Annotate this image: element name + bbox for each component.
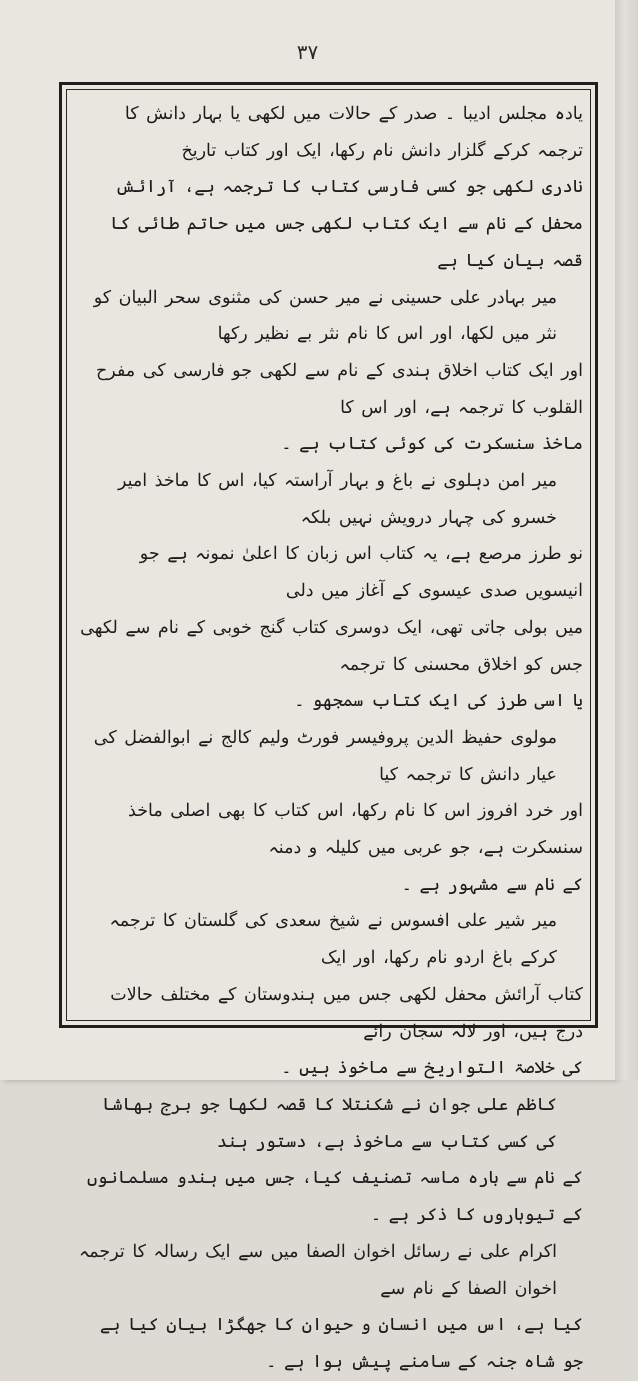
text-line: اور ایک کتاب اخلاق ہندی کے نام سے لکھی جو فارسی کی مفرح القلوب کا ترجمہ ہے، اور اس کا bbox=[96, 360, 583, 418]
text-line: میر امن دہلوی نے باغ و بہار آراستہ کیا، اس کا ماخذ امیر خسرو کی چہار درویش نہیں بلکہ bbox=[117, 471, 557, 528]
text-line: میں بولی جاتی تھی، ایک دوسری کتاب گنج خوبی کے نام سے لکھی جس کو اخلاق محسنی کا ترجمہ bbox=[80, 617, 583, 675]
text-line: نادری لکھی جو کسی فارسی کتاب کا ترجمہ ہے، آرائش محفل کے نام سے ایک کتاب لکھی جس میں حاتم طائی کا قصہ بیان کیا ہے bbox=[110, 177, 583, 271]
text-line: نو طرز مرصع ہے، یہ کتاب اس زبان کا اعلیٰ نمونہ ہے جو انیسویں صدی عیسوی کے آغاز میں دلی bbox=[139, 544, 583, 602]
page-edge bbox=[615, 0, 638, 1080]
text-line: مولوی حفیظ الدین پروفیسر فورٹ ولیم کالج نے ابوالفضل کی عیار دانش کا ترجمہ کیا bbox=[93, 727, 557, 785]
text-line: کاظم علی جوان نے شکنتلا کا قصہ لکھا جو برج بھاشا کی کسی کتاب سے ماخوذ ہے، دستور ہند bbox=[101, 1094, 557, 1152]
text-line: یا اسی طرز کی ایک کتاب سمجھو ۔ bbox=[294, 691, 583, 712]
text-line: کتاب آرائش محفل لکھی جس میں ہندوستان کے مختلف حالات درج ہیں، اور لالہ سجان رائے bbox=[110, 984, 583, 1042]
text-line: اکرام علی نے رسائل اخوان الصفا میں سے ایک رسالہ کا ترجمہ اخوان الصفا کے نام سے bbox=[79, 1241, 557, 1299]
text-line: اور خرد افروز اس کا نام رکھا، اس کتاب کا بھی اصلی ماخذ سنسکرت ہے، جو عربی میں کلیلہ و دمنہ bbox=[128, 801, 583, 859]
text-line: میر شیر علی افسوس نے شیخ سعدی کی گلستان کا ترجمہ کرکے باغ اردو نام رکھا، اور ایک bbox=[109, 911, 557, 969]
text-line: کی خلاصۃ التواریخ سے ماخوذ ہیں ۔ bbox=[281, 1058, 583, 1079]
urdu-text-body bbox=[78, 96, 583, 1372]
text-line: کے نام سے مشہور ہے ۔ bbox=[401, 874, 583, 895]
page-number: ۳۷ bbox=[296, 40, 319, 64]
text-line: ماخذ سنسکرت کی کوئی کتاب ہے ۔ bbox=[281, 434, 583, 455]
text-line: یادہ مجلس ادیبا ۔ صدر کے حالات میں لکھی یا بہار دانش کا ترجمہ کرکے گلزار دانش نام رکھا، ایک اور کتاب تاریخ bbox=[124, 104, 583, 161]
text-line: کیا ہے، اس میں انسان و حیوان کا جھگڑا بیان کیا ہے جو شاہ جنہ کے سامنے پیش ہوا ہے ۔ bbox=[99, 1315, 583, 1372]
text-line: میر بہادر علی حسینی نے میر حسن کی مثنوی سحر البیان کو نثر میں لکھا، اور اس کا نام نثر بے نظیر رکھا bbox=[93, 287, 557, 345]
text-line: کے نام سے بارہ ماسہ تصنیف کیا، جس میں ہندو مسلمانوں کے تیوہاروں کا ذکر ہے ۔ bbox=[86, 1168, 583, 1226]
